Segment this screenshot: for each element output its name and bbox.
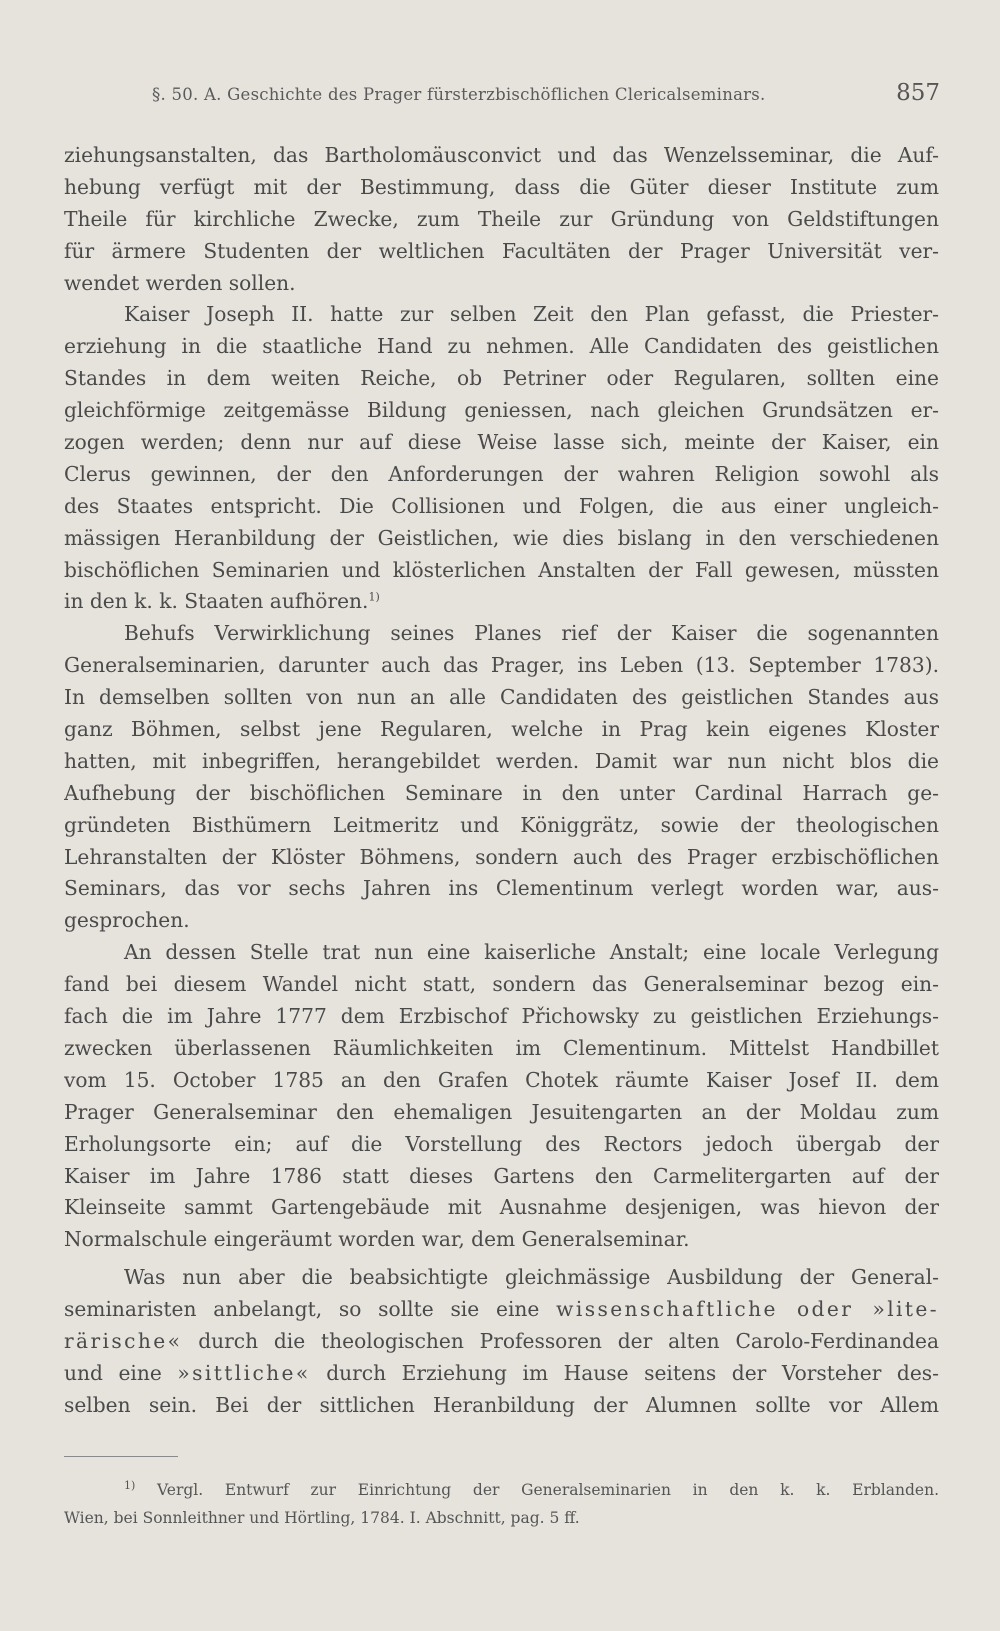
footnote-reference: 1) — [368, 590, 380, 604]
text-line: Kaiser im Jahre 1786 statt dieses Gartens den Carmelitergarten auf der — [64, 1163, 939, 1188]
text-line: ziehungsanstalten, das Bartholomäusconvict und das Wenzelsseminar, die Auf- — [64, 143, 939, 167]
text-line: Normalschule eingeräumt worden war, dem Generalseminar. — [64, 1227, 690, 1252]
footnote-text: Vergl. Entwurf zur Einrichtung der Generalseminarien in den k. k. Erblanden. — [157, 1481, 939, 1499]
text-line: selben sein. Bei der sittlichen Heranbildung der Alumnen sollte vor Allem — [64, 1392, 939, 1417]
text-line: gründeten Bisthümern Leitmeritz und Königgrätz, sowie der theologischen — [64, 812, 939, 837]
text-line: Prager Generalseminar den ehemaligen Jesuitengarten an der Moldau zum — [64, 1099, 939, 1124]
running-title: §. 50. A. Geschichte des Prager fürsterzbischöflichen Clericalseminars. — [152, 85, 766, 104]
footnote-line — [64, 1476, 939, 1504]
text-line: Theile für kirchliche Zwecke, zum Theile zur Gründung von Geldstiftungen — [64, 206, 939, 231]
text-segment: seminaristen anbelangt, so sollte sie eine — [64, 1297, 540, 1322]
spaced-emphasis: rärische« — [64, 1328, 183, 1353]
text-line: In demselben sollten von nun an alle Candidaten des geistlichen Standes aus — [64, 685, 939, 710]
body-text — [64, 140, 939, 1422]
text-line-mixed — [64, 1326, 939, 1358]
text-line: An dessen Stelle trat nun eine kaiserliche Anstalt; eine locale Verlegung — [124, 940, 939, 965]
spaced-emphasis: »sittliche« — [177, 1360, 311, 1385]
text-line: Generalseminarien, darunter auch das Prager, ins Leben (13. September 1783). — [64, 653, 939, 678]
text-line: gleichförmige zeitgemässe Bildung geniessen, nach gleichen Grundsätzen er- — [64, 398, 939, 423]
text-line: Seminars, das vor sechs Jahren ins Clementinum verlegt worden war, aus- — [64, 876, 939, 901]
text-line-mixed — [64, 1358, 939, 1390]
text-line: wendet werden sollen. — [64, 270, 296, 295]
text-line: gesprochen. — [64, 908, 190, 933]
text-line: Was nun aber die beabsichtigte gleichmässige Ausbildung der General- — [124, 1265, 939, 1290]
text-line: fand bei diesem Wandel nicht statt, sondern das Generalseminar bezog ein- — [64, 972, 939, 997]
text-line: Kleinseite sammt Gartengebäude mit Ausnahme desjenigen, was hievon der — [64, 1195, 939, 1220]
footnote-divider — [64, 1456, 178, 1457]
text-line: erziehung in die staatliche Hand zu nehmen. Alle Candidaten des geistlichen — [64, 334, 939, 359]
text-line-mixed — [64, 1294, 939, 1326]
footnote-marker: 1) — [124, 1478, 136, 1492]
text-line: Standes in dem weiten Reiche, ob Petriner oder Regularen, sollten eine — [64, 366, 939, 391]
text-segment: und eine — [64, 1360, 162, 1385]
text-line: zwecken überlassenen Räumlichkeiten im Clementinum. Mittelst Handbillet — [64, 1035, 939, 1060]
text-line: hebung verfügt mit der Bestimmung, dass die Güter dieser Institute zum — [64, 174, 939, 199]
text-line: für ärmere Studenten der weltlichen Facultäten der Prager Universität ver- — [64, 238, 939, 263]
text-line: Aufhebung der bischöflichen Seminare in den unter Cardinal Harrach ge- — [64, 780, 939, 805]
text-line-with-footnote-ref — [64, 586, 939, 618]
text-line: Behufs Verwirklichung seines Planes rief der Kaiser die sogenannten — [124, 621, 939, 646]
text-segment: durch Erziehung im Hause seitens der Vorsteher des- — [326, 1360, 939, 1385]
text-line: zogen werden; denn nur auf diese Weise lasse sich, meinte der Kaiser, ein — [64, 430, 939, 455]
page-number: 857 — [896, 80, 940, 106]
text-line: Lehranstalten der Klöster Böhmens, sondern auch des Prager erzbischöflichen — [64, 844, 939, 869]
footnote-line: Wien, bei Sonnleithner und Hörtling, 1784. I. Abschnitt, pag. 5 ff. — [64, 1509, 580, 1527]
footnotes — [64, 1476, 939, 1532]
text-line: fach die im Jahre 1777 dem Erzbischof Přichowsky zu geistlichen Erziehungs- — [64, 1004, 939, 1029]
running-header — [152, 80, 940, 114]
text-line: bischöflichen Seminarien und klösterlichen Anstalten der Fall gewesen, müssten — [64, 557, 939, 582]
text-line: ganz Böhmen, selbst jene Regularen, welche in Prag kein eigenes Kloster — [64, 717, 939, 742]
text-line: in den k. k. Staaten aufhören. — [64, 589, 369, 614]
text-line: mässigen Heranbildung der Geistlichen, wie dies bislang in den verschiedenen — [64, 525, 939, 550]
text-line: hatten, mit inbegriffen, herangebildet werden. Damit war nun nicht blos die — [64, 748, 939, 773]
text-line: Kaiser Joseph II. hatte zur selben Zeit den Plan gefasst, die Priester- — [124, 302, 939, 327]
text-line: Erholungsorte ein; auf die Vorstellung des Rectors jedoch übergab der — [64, 1131, 939, 1156]
text-line: Clerus gewinnen, der den Anforderungen der wahren Religion sowohl als — [64, 461, 939, 486]
text-line: vom 15. October 1785 an den Grafen Chotek räumte Kaiser Josef II. dem — [64, 1067, 939, 1092]
text-line: des Staates entspricht. Die Collisionen und Folgen, die aus einer ungleich- — [64, 493, 939, 518]
text-segment: durch die theologischen Professoren der alten Carolo-Ferdinandea — [198, 1328, 939, 1353]
spaced-emphasis: wissenschaftliche oder »lite- — [556, 1297, 939, 1322]
